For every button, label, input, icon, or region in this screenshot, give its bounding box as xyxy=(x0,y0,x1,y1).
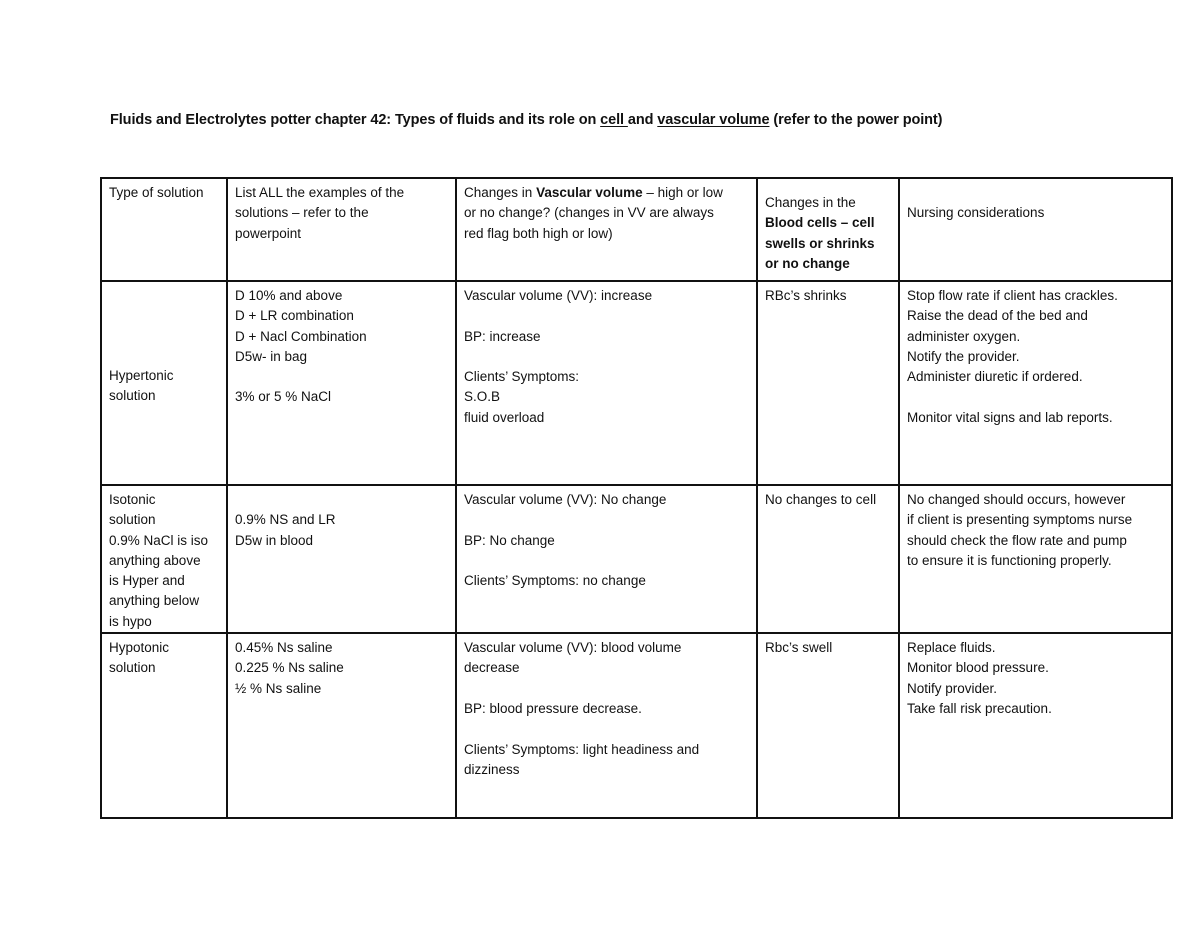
header-vascular: Changes in Vascular volume – high or low or no change? (changes in VV are always red flag both high or low) xyxy=(456,178,757,281)
cell-examples: 0.45% Ns saline 0.225 % Ns saline ½ % Ns saline xyxy=(227,633,456,818)
header-row xyxy=(101,178,1172,281)
header-type: Type of solution xyxy=(101,178,227,281)
cell-examples: 0.9% NS and LR D5w in blood xyxy=(227,485,456,633)
cell-blood: Rbc’s swell xyxy=(757,633,899,818)
document-title xyxy=(110,112,1170,128)
title-cell: cell xyxy=(600,112,628,128)
cell-vascular: Vascular volume (VV): No change BP: No change Clients’ Symptoms: no change xyxy=(456,485,757,633)
header-examples: List ALL the examples of the solutions – refer to the powerpoint xyxy=(227,178,456,281)
title-part1: Fluids and Electrolytes potter chapter 42: Types of fluids and its role on xyxy=(110,112,601,128)
cell-nursing: Stop flow rate if client has crackles. Raise the dead of the bed and administer oxygen. Notify the provider. Administer diuretic if ordered. Monitor vital signs and lab reports. xyxy=(899,281,1172,485)
cell-blood: RBc’s shrinks xyxy=(757,281,899,485)
cell-examples: D 10% and above D + LR combination D + Nacl Combination D5w- in bag 3% or 5 % NaCl xyxy=(227,281,456,485)
row-hypotonic xyxy=(101,633,1172,818)
title-vascular: vascular volume xyxy=(657,112,770,128)
cell-vascular: Vascular volume (VV): increase BP: increase Clients’ Symptoms: S.O.B fluid overload xyxy=(456,281,757,485)
cell-type: Isotonic solution 0.9% NaCl is iso anything above is Hyper and anything below is hypo xyxy=(101,485,227,633)
title-part2: (refer to the power point) xyxy=(769,112,943,128)
cell-vascular: Vascular volume (VV): blood volume decrease BP: blood pressure decrease. Clients’ Symptoms: light headiness and dizziness xyxy=(456,633,757,818)
cell-nursing: No changed should occurs, however if client is presenting symptoms nurse should check the flow rate and pump to ensure it is functioning properly. xyxy=(899,485,1172,633)
cell-type: Hypertonic solution xyxy=(101,281,227,485)
row-hypertonic xyxy=(101,281,1172,485)
cell-blood: No changes to cell xyxy=(757,485,899,633)
cell-type: Hypotonic solution xyxy=(101,633,227,818)
header-nursing: Nursing considerations xyxy=(899,178,1172,281)
header-blood: Changes in the Blood cells – cell swells or shrinks or no change xyxy=(757,178,899,281)
cell-nursing: Replace fluids. Monitor blood pressure. Notify provider. Take fall risk precaution. xyxy=(899,633,1172,818)
row-isotonic xyxy=(101,485,1172,633)
title-and: and xyxy=(627,112,658,128)
fluids-table xyxy=(100,177,1173,819)
